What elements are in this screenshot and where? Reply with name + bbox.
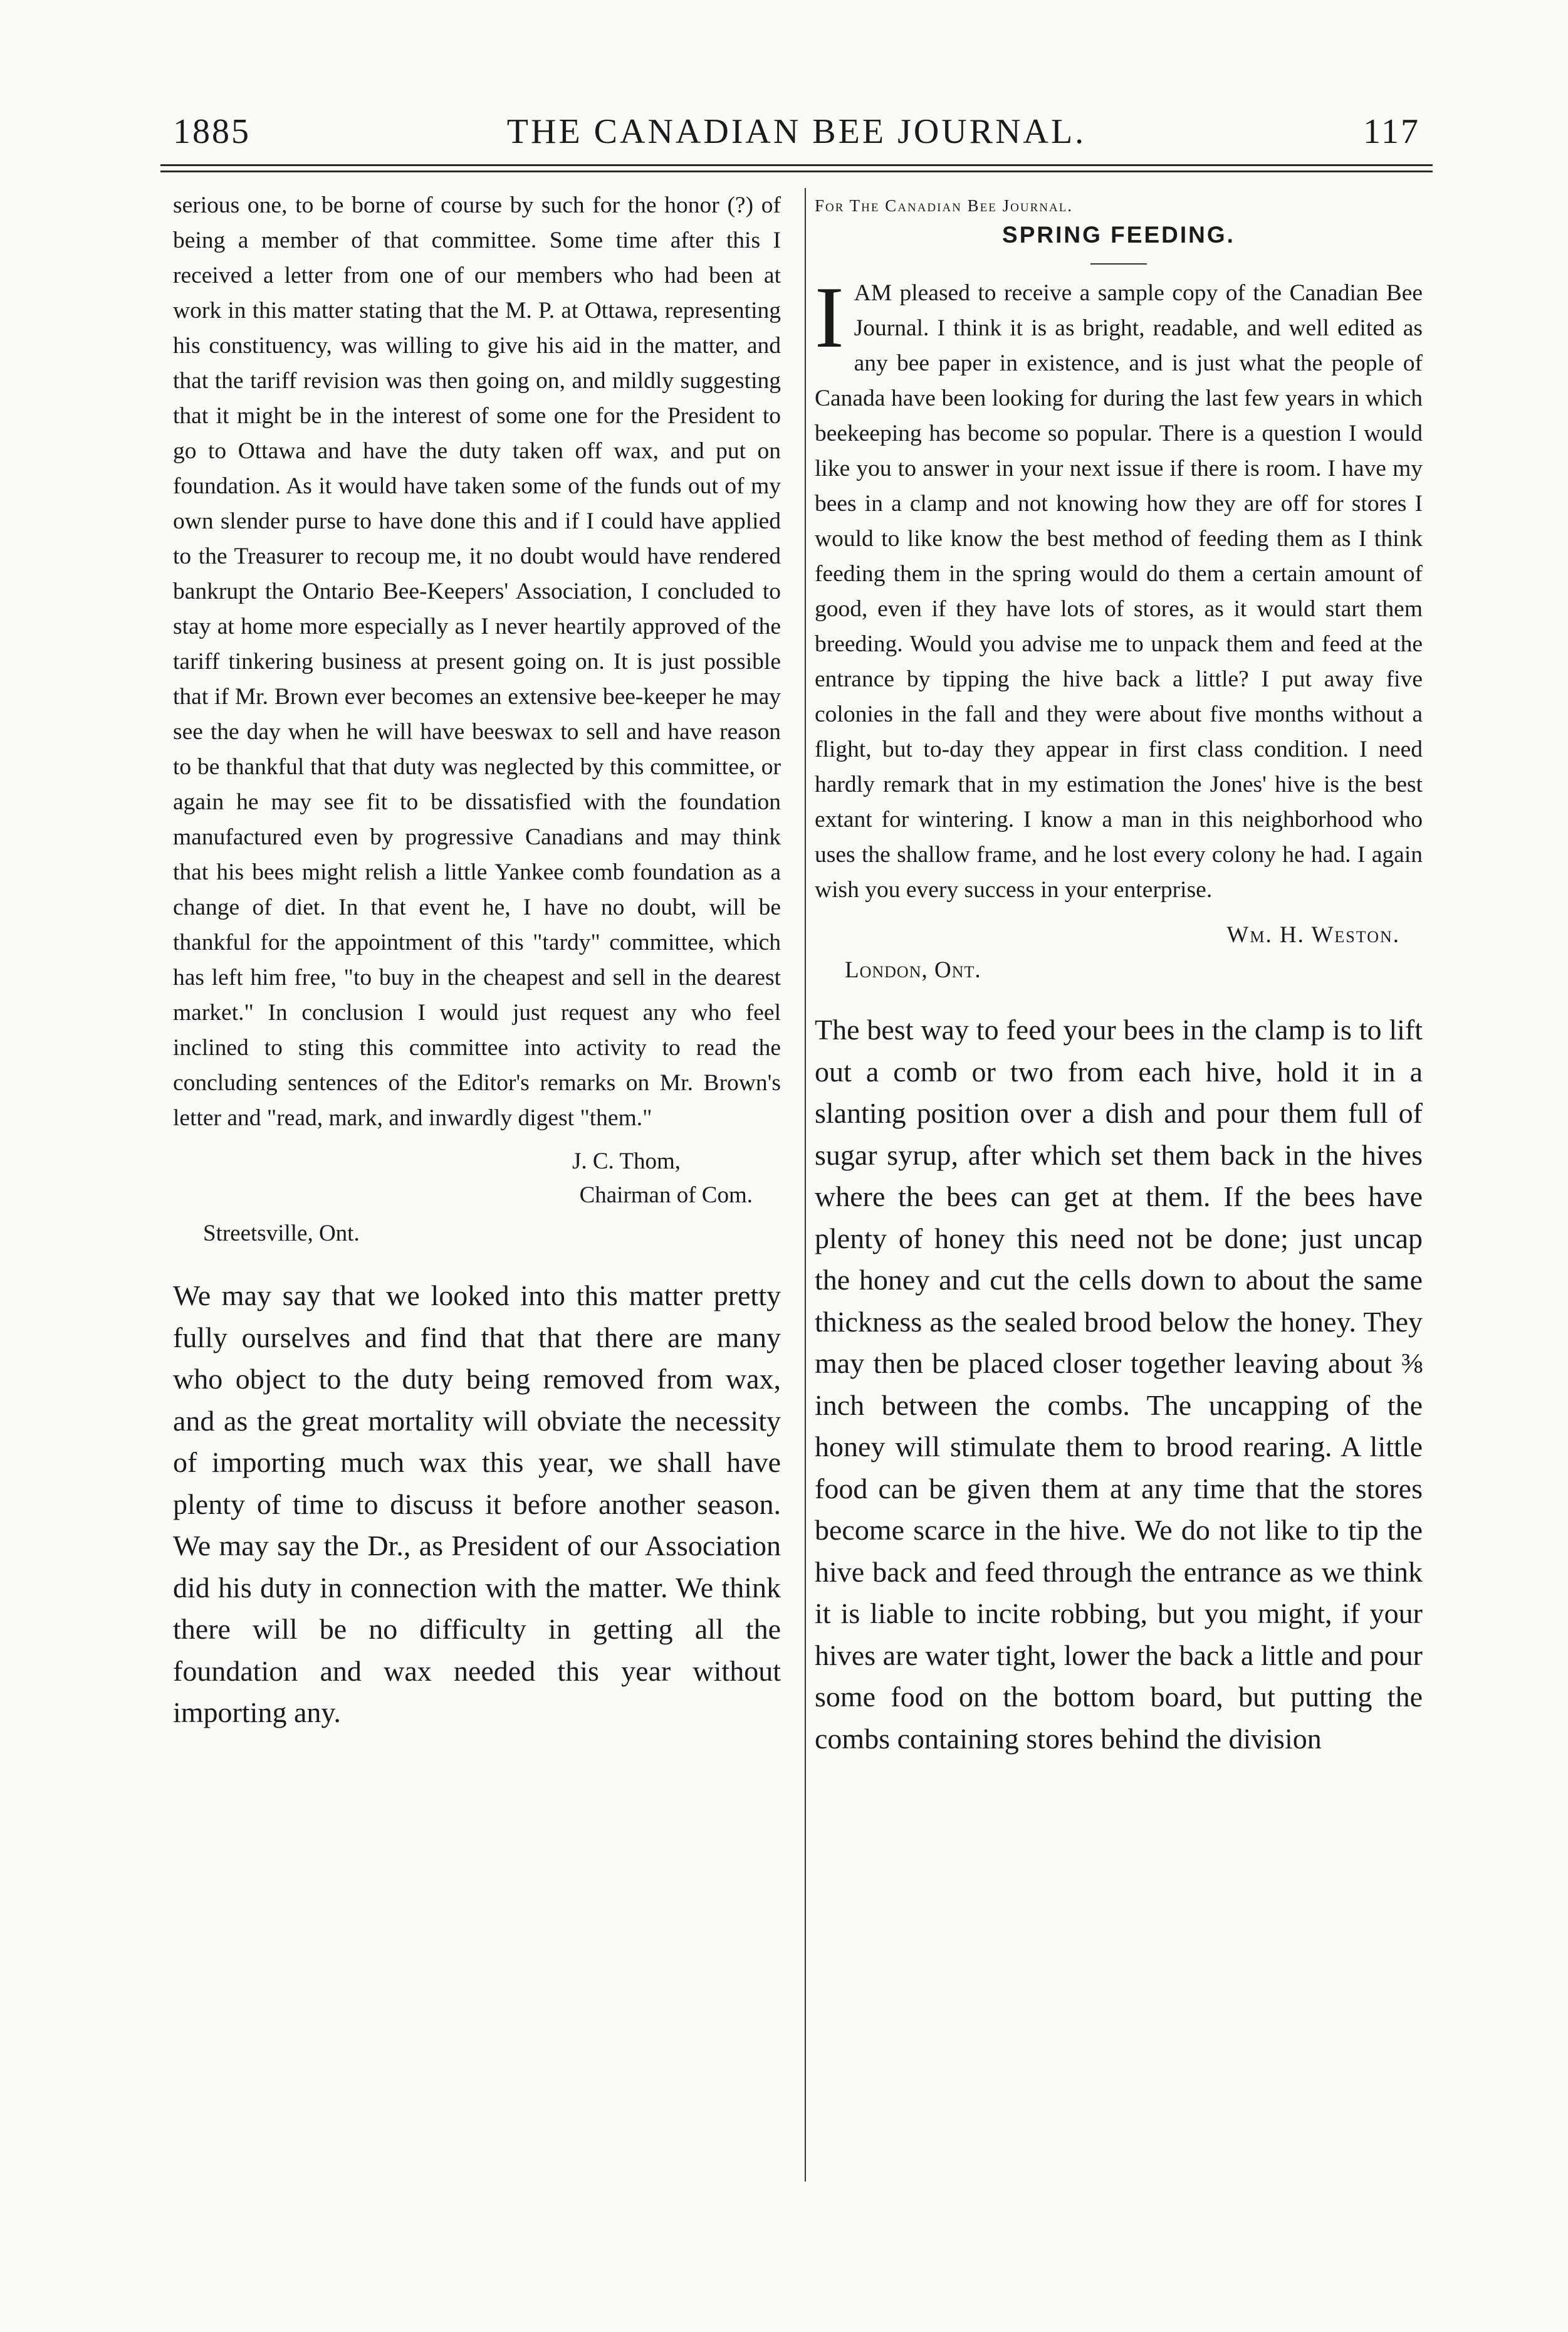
running-header xyxy=(173,112,1420,162)
header-year: 1885 xyxy=(173,112,251,151)
weston-letter xyxy=(815,269,1423,908)
weston-letter-body: AM pleased to receive a sample copy of the Canadian Bee Journal. I think it is as bright, readable, and well edited as any bee paper in existence, and is just what the people of Canada have been looking for during the last few years in which beekeeping has become so popular. There is a question I would like you to answer in your next issue if there is room. I have my bees in a clamp and not knowing how they are off for stores I would to like know the best method of feeding them as I think feeding them in the spring would do them a certain amount of good, even if they have lots of stores, as it would start them breeding. Would you advise me to unpack them and feed at the entrance by tipping the hive back a little? I put away five colonies in the fall and they were about five months without a flight, but to-day they appear in first class condition. I need hardly remark that in my estimation the Jones' hive is the best extant for wintering. I know a man in this neighborhood who uses the shallow frame, and he lost every colony he had. I again wish you every success in your enterprise. xyxy=(815,280,1423,903)
right-column xyxy=(815,188,1423,1760)
signature-name: J. C. Thom, xyxy=(572,1148,681,1174)
weston-signature: Wm. H. Weston. xyxy=(1226,922,1400,948)
editorial-note xyxy=(173,1275,781,1734)
article-heading: SPRING FEEDING. xyxy=(1002,222,1235,248)
signature-title: Chairman of Com. xyxy=(579,1182,753,1208)
journal-title: THE CANADIAN BEE JOURNAL. xyxy=(506,112,1087,151)
drop-cap: I xyxy=(815,269,844,366)
page-number: 117 xyxy=(1363,112,1420,151)
header-rule-top xyxy=(160,164,1433,166)
thom-signature xyxy=(173,1145,781,1212)
header-rule-bottom xyxy=(160,171,1433,172)
for-journal-line: For The Canadian Bee Journal. xyxy=(815,196,1074,215)
left-column xyxy=(173,188,781,1734)
editor-reply xyxy=(815,1009,1423,1760)
column-divider xyxy=(805,188,806,2182)
heading-dash xyxy=(1090,263,1147,265)
dateline-place: Streetsville, Ont. xyxy=(203,1221,360,1246)
weston-place: London, Ont. xyxy=(845,957,981,983)
editorial-note-body: We may say that we looked into this matter pretty fully ourselves and find that that there are many who object to the duty being removed from wax, and as the great mortality will obviate the necessity of importing much wax this year, we shall have plenty of time to discuss it before another season. We may say the Dr., as President of our Association did his duty in connection with the matter. We think there will be no difficulty in getting all the foundation and wax needed this year without importing any. xyxy=(173,1279,781,1728)
committee-letter-body: serious one, to be borne of course by such for the honor (?) of being a member of that committee. Some time after this I received a letter from one of our members who had been at work in this matter stating that the M. P. at Ottawa, representing his constituency, was willing to give his aid in the matter, and that the tariff revision was then going on, and mildly suggesting that it might be in the interest of some one for the President to go to Ottawa and have the duty taken off wax, and put on foundation. As it would have taken some of the funds out of my own slender purse to have done this and if I could have applied to the Treasurer to recoup me, it no doubt would have rendered bankrupt the Ontario Bee-Keepers' Association, I concluded to stay at home more especially as I never heartily approved of the tariff tinkering business at present going on. It is just possible that if Mr. Brown ever becomes an extensive bee-keeper he may see the day when he will have beeswax to sell and have reason to be thankful that that duty was neglected by this committee, or again he may see fit to be dissatisfied with the foundation manufactured even by progressive Canadians and may think that his bees might relish a little Yankee comb foundation as a change of diet. In that event he, I have no doubt, will be thankful for the appointment of this "tardy" committee, which has left him free, "to buy in the cheapest and sell in the dearest market." In conclusion I would just request any who feel inclined to sting this committee into activity to read the concluding sentences of the Editor's remarks on Mr. Brown's letter and "read, mark, and inwardly digest "them." xyxy=(173,192,781,1131)
committee-letter xyxy=(173,188,781,1136)
editor-reply-body: The best way to feed your bees in the clamp is to lift out a comb or two from each hive, hold it in a slanting position over a dish and pour them full of sugar syrup, after which set them back in the hives where the bees can get at them. If the bees have plenty of honey this need not be done; just uncap the honey and cut the cells down to about the same thickness as the sealed brood below the honey. They may then be placed closer together leaving about ⅜ inch between the combs. The uncapping of the honey will stimulate them to brood rearing. A little food can be given them at any time that the stores become scarce in the hive. We do not like to tip the hive back and feed through the entrance as we think it is liable to incite robbing, but you might, if your hives are water tight, lower the back a little and pour some food on the bottom board, but putting the combs containing stores behind the division xyxy=(815,1014,1423,1755)
